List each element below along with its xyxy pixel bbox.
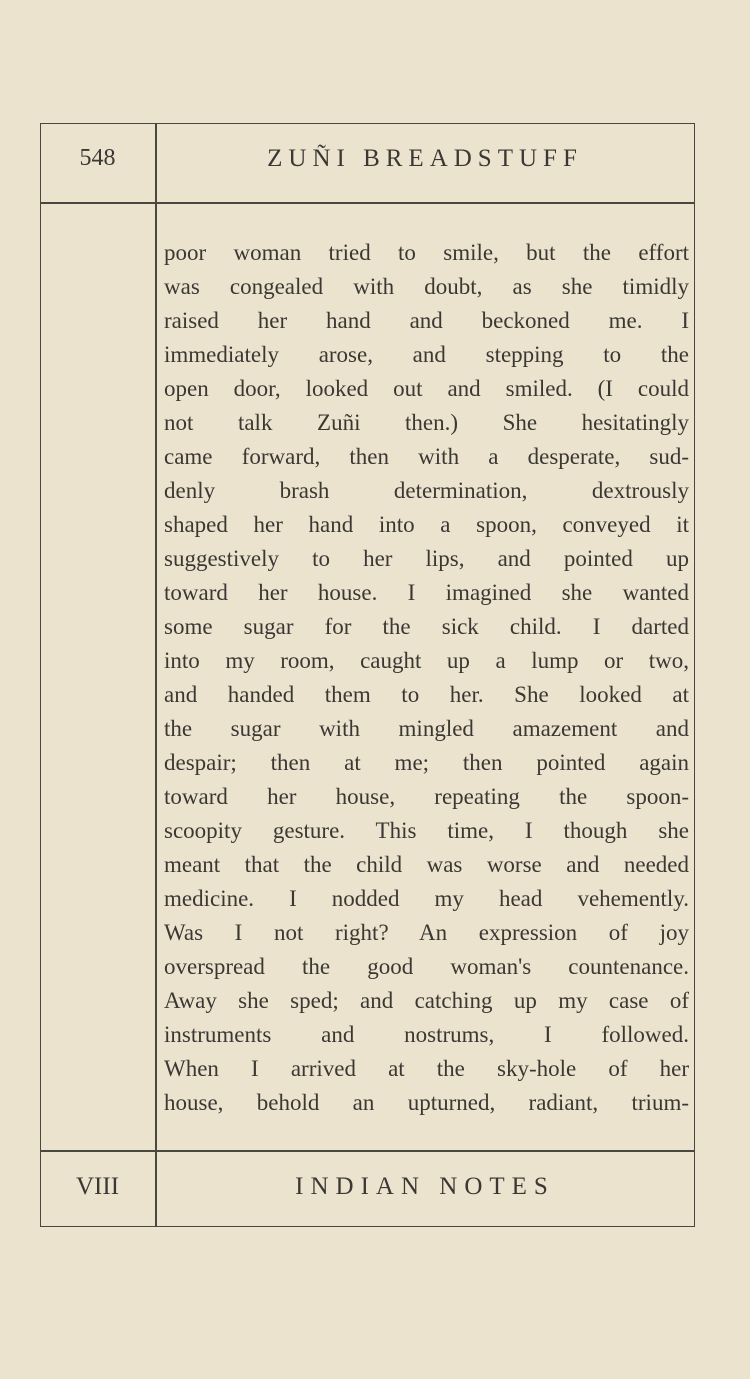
text-line: house, behold an upturned, radiant, trium- [164, 1090, 689, 1115]
text-line: into my room, caught up a lump or two, [164, 648, 689, 673]
text-line: meant that the child was worse and needed [164, 852, 689, 877]
text-line: and handed them to her. She looked at [164, 682, 689, 707]
text-line: raised her hand and beckoned me. I [164, 308, 689, 333]
text-line: poor woman tried to smile, but the effort [164, 240, 689, 265]
text-line: the sugar with mingled amazement and [164, 716, 689, 741]
text-line: When I arrived at the sky-hole of her [164, 1056, 689, 1081]
volume-number: VIII [75, 1173, 120, 1200]
text-line: toward her house, repeating the spoon- [164, 784, 689, 809]
text-line: medicine. I nodded my head vehemently. [164, 886, 689, 911]
page-number: 548 [79, 145, 116, 171]
text-line: Was I not right? An expression of joy [164, 920, 689, 945]
text-line: denly brash determination, dextrously [164, 478, 689, 503]
running-title: ZUÑI BREADSTUFF [267, 145, 583, 172]
text-line: was congealed with doubt, as she timidly [164, 274, 689, 299]
text-line: came forward, then with a desperate, sud- [164, 444, 689, 469]
text-line: toward her house. I imagined she wanted [164, 580, 689, 605]
body-text [164, 236, 689, 1120]
text-line: scoopity gesture. This time, I though she [164, 818, 689, 843]
text-line: overspread the good woman's countenance. [164, 954, 689, 979]
text-line: Away she sped; and catching up my case of [164, 988, 689, 1013]
header-rule [40, 202, 695, 204]
text-line: suggestively to her lips, and pointed up [164, 546, 689, 571]
text-line: not talk Zuñi then.) She hesitatingly [164, 410, 689, 435]
footer-rule [40, 1150, 695, 1152]
text-line: instruments and nostrums, I followed. [164, 1022, 689, 1047]
text-line: shaped her hand into a spoon, conveyed it [164, 512, 689, 537]
text-line: some sugar for the sick child. I darted [164, 614, 689, 639]
text-line: immediately arose, and stepping to the [164, 342, 689, 367]
column-divider [155, 123, 157, 1227]
series-title: INDIAN NOTES [295, 1173, 555, 1200]
text-line: open door, looked out and smiled. (I could [164, 376, 689, 401]
text-line: despair; then at me; then pointed again [164, 750, 689, 775]
